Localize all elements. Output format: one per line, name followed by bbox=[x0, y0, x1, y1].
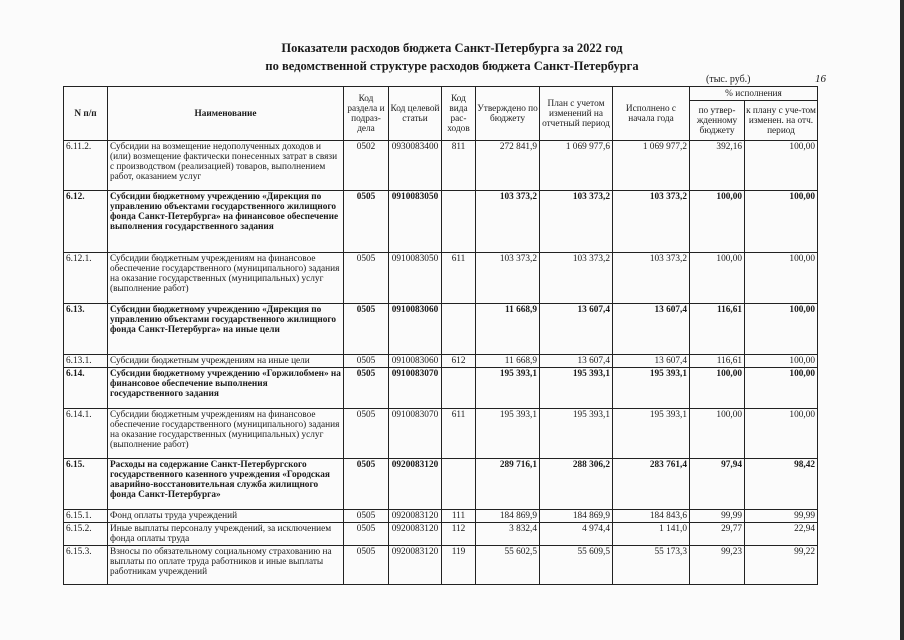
row-type-code: 611 bbox=[442, 409, 476, 459]
table-row bbox=[64, 459, 818, 510]
row-section-code: 0505 bbox=[344, 304, 389, 355]
row-type-code bbox=[442, 191, 476, 253]
row-section-code: 0505 bbox=[344, 409, 389, 459]
header-target-code: Код целевой статьи bbox=[389, 87, 442, 141]
table-row bbox=[64, 253, 818, 304]
row-executed: 184 843,6 bbox=[613, 510, 690, 523]
row-section-code: 0505 bbox=[344, 368, 389, 409]
row-type-code: 112 bbox=[442, 523, 476, 546]
row-pct-plan: 100,00 bbox=[745, 409, 818, 459]
row-plan: 13 607,4 bbox=[540, 304, 613, 355]
row-name: Субсидии на возмещение недополученных доходов и (или) возмещение фактически понесенных затрат в связи с производством (реализацией) товаров, выполнением работ, оказанием услуг bbox=[108, 141, 344, 191]
row-executed: 103 373,2 bbox=[613, 191, 690, 253]
row-plan: 195 393,1 bbox=[540, 409, 613, 459]
row-name: Субсидии бюджетным учреждениям на финансовое обеспечение государственного (муниципального) задания на оказание государственных (муниципальных) услуг (выполнение работ) bbox=[108, 253, 344, 304]
row-target-code: 0910083050 bbox=[389, 253, 442, 304]
row-type-code: 111 bbox=[442, 510, 476, 523]
row-pct-approved: 392,16 bbox=[690, 141, 745, 191]
header-num: N п/п bbox=[64, 87, 108, 141]
row-pct-plan: 100,00 bbox=[745, 141, 818, 191]
row-approved: 11 668,9 bbox=[476, 355, 540, 368]
row-target-code: 0910083070 bbox=[389, 368, 442, 409]
header-plan: План с учетом изменений на отчетный период bbox=[540, 87, 613, 141]
row-num: 6.15.3. bbox=[64, 546, 108, 585]
row-pct-approved: 99,23 bbox=[690, 546, 745, 585]
table-row bbox=[64, 355, 818, 368]
row-name: Субсидии бюджетным учреждениям на финансовое обеспечение государственного (муниципального) задания на оказание государственных (муниципальных) услуг (выполнение работ) bbox=[108, 409, 344, 459]
row-section-code: 0505 bbox=[344, 191, 389, 253]
row-pct-plan: 100,00 bbox=[745, 304, 818, 355]
header-pct-plan: к плану с уче-том изменен. на отч. период bbox=[745, 101, 818, 141]
table-row bbox=[64, 191, 818, 253]
row-pct-approved: 116,61 bbox=[690, 355, 745, 368]
row-target-code: 0930083400 bbox=[389, 141, 442, 191]
row-plan: 195 393,1 bbox=[540, 368, 613, 409]
row-type-code: 611 bbox=[442, 253, 476, 304]
table-row bbox=[64, 368, 818, 409]
row-target-code: 0920083120 bbox=[389, 510, 442, 523]
row-num: 6.12. bbox=[64, 191, 108, 253]
row-pct-approved: 100,00 bbox=[690, 191, 745, 253]
row-plan: 55 609,5 bbox=[540, 546, 613, 585]
table-row bbox=[64, 409, 818, 459]
row-name: Субсидии бюджетным учреждениям на иные цели bbox=[108, 355, 344, 368]
row-approved: 195 393,1 bbox=[476, 368, 540, 409]
row-approved: 289 716,1 bbox=[476, 459, 540, 510]
row-plan: 184 869,9 bbox=[540, 510, 613, 523]
row-executed: 13 607,4 bbox=[613, 304, 690, 355]
row-plan: 4 974,4 bbox=[540, 523, 613, 546]
row-target-code: 0910083060 bbox=[389, 355, 442, 368]
row-pct-plan: 99,22 bbox=[745, 546, 818, 585]
row-pct-approved: 97,94 bbox=[690, 459, 745, 510]
row-num: 6.15.1. bbox=[64, 510, 108, 523]
row-num: 6.14.1. bbox=[64, 409, 108, 459]
page-number: 16 bbox=[815, 73, 826, 85]
row-plan: 1 069 977,6 bbox=[540, 141, 613, 191]
row-target-code: 0920083120 bbox=[389, 546, 442, 585]
row-target-code: 0910083070 bbox=[389, 409, 442, 459]
header-approved: Утверждено по бюджету bbox=[476, 87, 540, 141]
table-row bbox=[64, 546, 818, 585]
row-plan: 103 373,2 bbox=[540, 253, 613, 304]
row-target-code: 0920083120 bbox=[389, 459, 442, 510]
row-executed: 1 141,0 bbox=[613, 523, 690, 546]
row-pct-approved: 99,99 bbox=[690, 510, 745, 523]
row-target-code: 0920083120 bbox=[389, 523, 442, 546]
row-name: Расходы на содержание Санкт-Петербургского государственного казенного учреждения «Городская аварийно-восстановительная служба жилищного фонда Санкт-Петербурга» bbox=[108, 459, 344, 510]
row-executed: 1 069 977,2 bbox=[613, 141, 690, 191]
row-name: Фонд оплаты труда учреждений bbox=[108, 510, 344, 523]
document-title-line1: Показатели расходов бюджета Санкт-Петербурга за 2022 год bbox=[281, 41, 623, 55]
units-label: (тыс. руб.) bbox=[706, 74, 751, 85]
row-executed: 283 761,4 bbox=[613, 459, 690, 510]
row-section-code: 0505 bbox=[344, 253, 389, 304]
row-type-code bbox=[442, 368, 476, 409]
row-pct-plan: 100,00 bbox=[745, 253, 818, 304]
row-pct-approved: 116,61 bbox=[690, 304, 745, 355]
row-approved: 184 869,9 bbox=[476, 510, 540, 523]
row-pct-approved: 100,00 bbox=[690, 253, 745, 304]
row-num: 6.11.2. bbox=[64, 141, 108, 191]
row-num: 6.15.2. bbox=[64, 523, 108, 546]
row-pct-plan: 22,94 bbox=[745, 523, 818, 546]
row-num: 6.14. bbox=[64, 368, 108, 409]
row-pct-approved: 29,77 bbox=[690, 523, 745, 546]
row-section-code: 0505 bbox=[344, 510, 389, 523]
row-approved: 3 832,4 bbox=[476, 523, 540, 546]
row-executed: 13 607,4 bbox=[613, 355, 690, 368]
row-num: 6.12.1. bbox=[64, 253, 108, 304]
header-section-code: Код раздела и подраз-дела bbox=[344, 87, 389, 141]
expenses-table bbox=[63, 86, 818, 585]
document-title-line2: по ведомственной структуре расходов бюджета Санкт-Петербурга bbox=[265, 59, 639, 73]
row-num: 6.13.1. bbox=[64, 355, 108, 368]
table-row bbox=[64, 510, 818, 523]
header-name: Наименование bbox=[108, 87, 344, 141]
row-target-code: 0910083050 bbox=[389, 191, 442, 253]
table-row bbox=[64, 304, 818, 355]
header-percent-group: % исполнения bbox=[690, 87, 818, 101]
row-type-code bbox=[442, 304, 476, 355]
row-pct-plan: 100,00 bbox=[745, 368, 818, 409]
row-num: 6.13. bbox=[64, 304, 108, 355]
table-row bbox=[64, 523, 818, 546]
row-executed: 103 373,2 bbox=[613, 253, 690, 304]
row-type-code bbox=[442, 459, 476, 510]
row-plan: 13 607,4 bbox=[540, 355, 613, 368]
row-name: Субсидии бюджетному учреждению «Горжилобмен» на финансовое обеспечение выполнения государственного задания bbox=[108, 368, 344, 409]
row-name: Иные выплаты персоналу учреждений, за исключением фонда оплаты труда bbox=[108, 523, 344, 546]
row-num: 6.15. bbox=[64, 459, 108, 510]
row-executed: 195 393,1 bbox=[613, 409, 690, 459]
row-type-code: 119 bbox=[442, 546, 476, 585]
row-approved: 103 373,2 bbox=[476, 253, 540, 304]
header-pct-approved: по утвер-жденному бюджету bbox=[690, 101, 745, 141]
row-name: Субсидии бюджетному учреждению «Дирекция по управлению объектами государственного жилищного фонда Санкт-Петербурга» на иные цели bbox=[108, 304, 344, 355]
row-pct-plan: 99,99 bbox=[745, 510, 818, 523]
header-expense-type-code: Код вида рас-ходов bbox=[442, 87, 476, 141]
scan-edge bbox=[900, 0, 904, 640]
row-target-code: 0910083060 bbox=[389, 304, 442, 355]
row-type-code: 811 bbox=[442, 141, 476, 191]
row-approved: 195 393,1 bbox=[476, 409, 540, 459]
row-approved: 55 602,5 bbox=[476, 546, 540, 585]
row-pct-approved: 100,00 bbox=[690, 409, 745, 459]
row-pct-plan: 100,00 bbox=[745, 355, 818, 368]
row-pct-approved: 100,00 bbox=[690, 368, 745, 409]
row-section-code: 0505 bbox=[344, 459, 389, 510]
row-section-code: 0505 bbox=[344, 523, 389, 546]
row-pct-plan: 100,00 bbox=[745, 191, 818, 253]
row-executed: 195 393,1 bbox=[613, 368, 690, 409]
row-pct-plan: 98,42 bbox=[745, 459, 818, 510]
row-type-code: 612 bbox=[442, 355, 476, 368]
row-name: Взносы по обязательному социальному страхованию на выплаты по оплате труда работников и иные выплаты работникам учреждений bbox=[108, 546, 344, 585]
row-plan: 288 306,2 bbox=[540, 459, 613, 510]
table-row bbox=[64, 141, 818, 191]
row-approved: 272 841,9 bbox=[476, 141, 540, 191]
row-approved: 11 668,9 bbox=[476, 304, 540, 355]
row-plan: 103 373,2 bbox=[540, 191, 613, 253]
row-approved: 103 373,2 bbox=[476, 191, 540, 253]
row-section-code: 0505 bbox=[344, 355, 389, 368]
row-executed: 55 173,3 bbox=[613, 546, 690, 585]
row-name: Субсидии бюджетному учреждению «Дирекция по управлению объектами государственного жилищного фонда Санкт-Петербурга» на финансовое обеспечение выполнения государственного задания bbox=[108, 191, 344, 253]
row-section-code: 0502 bbox=[344, 141, 389, 191]
row-section-code: 0505 bbox=[344, 546, 389, 585]
header-executed: Исполнено с начала года bbox=[613, 87, 690, 141]
